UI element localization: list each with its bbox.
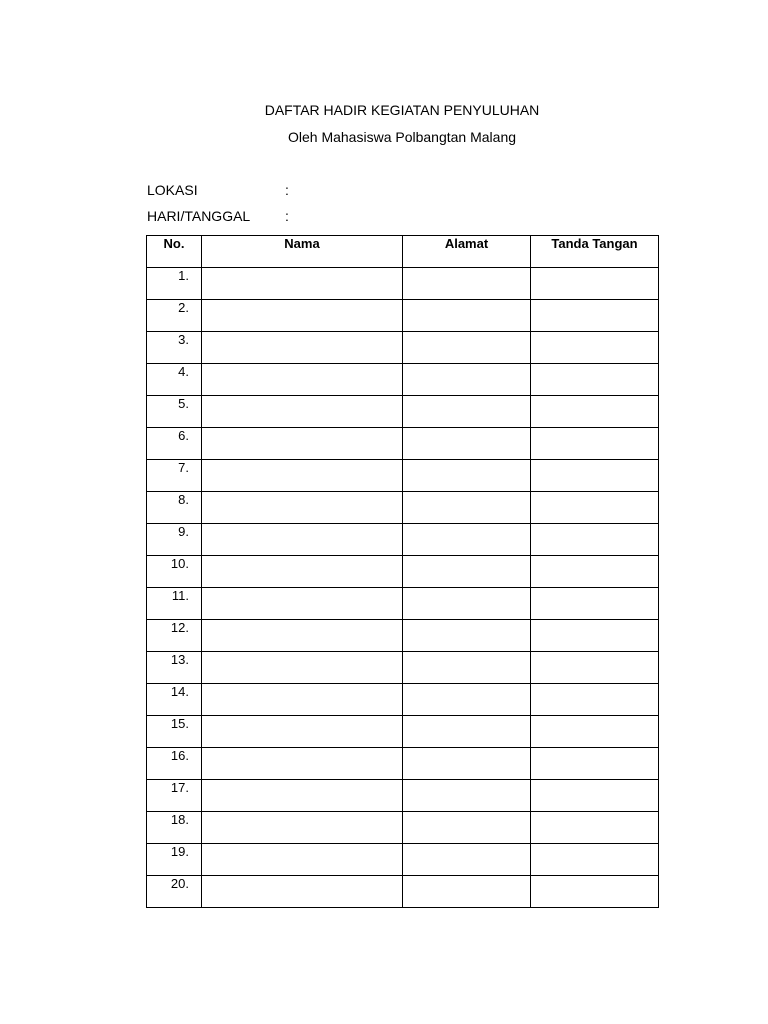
header-nama: Nama (202, 236, 403, 268)
table-row (147, 588, 659, 620)
table-row (147, 268, 659, 300)
header-tanda-tangan: Tanda Tangan (531, 236, 659, 268)
table-row (147, 460, 659, 492)
tanda-tangan-cell[interactable] (531, 844, 659, 876)
table-row (147, 556, 659, 588)
tanda-tangan-cell[interactable] (531, 396, 659, 428)
nama-cell[interactable] (202, 492, 403, 524)
row-number: 12. (147, 620, 202, 652)
tanda-tangan-cell[interactable] (531, 556, 659, 588)
table-row (147, 492, 659, 524)
alamat-cell[interactable] (403, 588, 531, 620)
nama-cell[interactable] (202, 364, 403, 396)
alamat-cell[interactable] (403, 652, 531, 684)
nama-cell[interactable] (202, 300, 403, 332)
table-row (147, 652, 659, 684)
alamat-cell[interactable] (403, 396, 531, 428)
alamat-cell[interactable] (403, 780, 531, 812)
nama-cell[interactable] (202, 460, 403, 492)
table-row (147, 748, 659, 780)
document-title: DAFTAR HADIR KEGIATAN PENYULUHAN (264, 102, 540, 118)
alamat-cell[interactable] (403, 492, 531, 524)
tanda-tangan-cell[interactable] (531, 876, 659, 908)
table-row (147, 844, 659, 876)
alamat-cell[interactable] (403, 844, 531, 876)
alamat-cell[interactable] (403, 556, 531, 588)
nama-cell[interactable] (202, 652, 403, 684)
tanda-tangan-cell[interactable] (531, 492, 659, 524)
row-number: 13. (147, 652, 202, 684)
row-number: 3. (147, 332, 202, 364)
alamat-cell[interactable] (403, 460, 531, 492)
nama-cell[interactable] (202, 588, 403, 620)
alamat-cell[interactable] (403, 300, 531, 332)
row-number: 19. (147, 844, 202, 876)
tanda-tangan-cell[interactable] (531, 748, 659, 780)
nama-cell[interactable] (202, 780, 403, 812)
row-number: 6. (147, 428, 202, 460)
row-number: 1. (147, 268, 202, 300)
table-row (147, 300, 659, 332)
tanda-tangan-cell[interactable] (531, 332, 659, 364)
alamat-cell[interactable] (403, 332, 531, 364)
alamat-cell[interactable] (403, 876, 531, 908)
row-number: 17. (147, 780, 202, 812)
tanda-tangan-cell[interactable] (531, 428, 659, 460)
lokasi-label: LOKASI (147, 182, 198, 198)
table-row (147, 524, 659, 556)
row-number: 4. (147, 364, 202, 396)
row-number: 5. (147, 396, 202, 428)
alamat-cell[interactable] (403, 268, 531, 300)
tanda-tangan-cell[interactable] (531, 812, 659, 844)
document-subtitle: Oleh Mahasiswa Polbangtan Malang (287, 129, 517, 145)
attendance-table (146, 235, 659, 908)
table-header-row (147, 236, 659, 268)
alamat-cell[interactable] (403, 684, 531, 716)
table-row (147, 396, 659, 428)
row-number: 18. (147, 812, 202, 844)
nama-cell[interactable] (202, 428, 403, 460)
row-number: 20. (147, 876, 202, 908)
table-row (147, 716, 659, 748)
nama-cell[interactable] (202, 268, 403, 300)
alamat-cell[interactable] (403, 364, 531, 396)
table-row (147, 428, 659, 460)
table-row (147, 780, 659, 812)
alamat-cell[interactable] (403, 716, 531, 748)
row-number: 8. (147, 492, 202, 524)
tanda-tangan-cell[interactable] (531, 588, 659, 620)
tanda-tangan-cell[interactable] (531, 460, 659, 492)
table-row (147, 332, 659, 364)
table-row (147, 812, 659, 844)
alamat-cell[interactable] (403, 620, 531, 652)
nama-cell[interactable] (202, 524, 403, 556)
alamat-cell[interactable] (403, 428, 531, 460)
row-number: 9. (147, 524, 202, 556)
hari-tanggal-label: HARI/TANGGAL (147, 208, 251, 224)
tanda-tangan-cell[interactable] (531, 300, 659, 332)
nama-cell[interactable] (202, 396, 403, 428)
nama-cell[interactable] (202, 748, 403, 780)
row-number: 7. (147, 460, 202, 492)
tanda-tangan-cell[interactable] (531, 716, 659, 748)
row-number: 14. (147, 684, 202, 716)
tanda-tangan-cell[interactable] (531, 524, 659, 556)
alamat-cell[interactable] (403, 812, 531, 844)
table-row (147, 620, 659, 652)
nama-cell[interactable] (202, 684, 403, 716)
header-no: No. (147, 236, 202, 268)
nama-cell[interactable] (202, 844, 403, 876)
nama-cell[interactable] (202, 876, 403, 908)
nama-cell[interactable] (202, 716, 403, 748)
alamat-cell[interactable] (403, 524, 531, 556)
table-row (147, 876, 659, 908)
tanda-tangan-cell[interactable] (531, 620, 659, 652)
table-row (147, 364, 659, 396)
tanda-tangan-cell[interactable] (531, 684, 659, 716)
hari-tanggal-colon: : (285, 208, 289, 224)
nama-cell[interactable] (202, 620, 403, 652)
nama-cell[interactable] (202, 556, 403, 588)
row-number: 15. (147, 716, 202, 748)
row-number: 11. (147, 588, 202, 620)
row-number: 2. (147, 300, 202, 332)
lokasi-colon: : (285, 182, 289, 198)
tanda-tangan-cell[interactable] (531, 652, 659, 684)
tanda-tangan-cell[interactable] (531, 364, 659, 396)
nama-cell[interactable] (202, 812, 403, 844)
alamat-cell[interactable] (403, 748, 531, 780)
tanda-tangan-cell[interactable] (531, 268, 659, 300)
tanda-tangan-cell[interactable] (531, 780, 659, 812)
table-row (147, 684, 659, 716)
header-alamat: Alamat (403, 236, 531, 268)
row-number: 16. (147, 748, 202, 780)
row-number: 10. (147, 556, 202, 588)
nama-cell[interactable] (202, 332, 403, 364)
